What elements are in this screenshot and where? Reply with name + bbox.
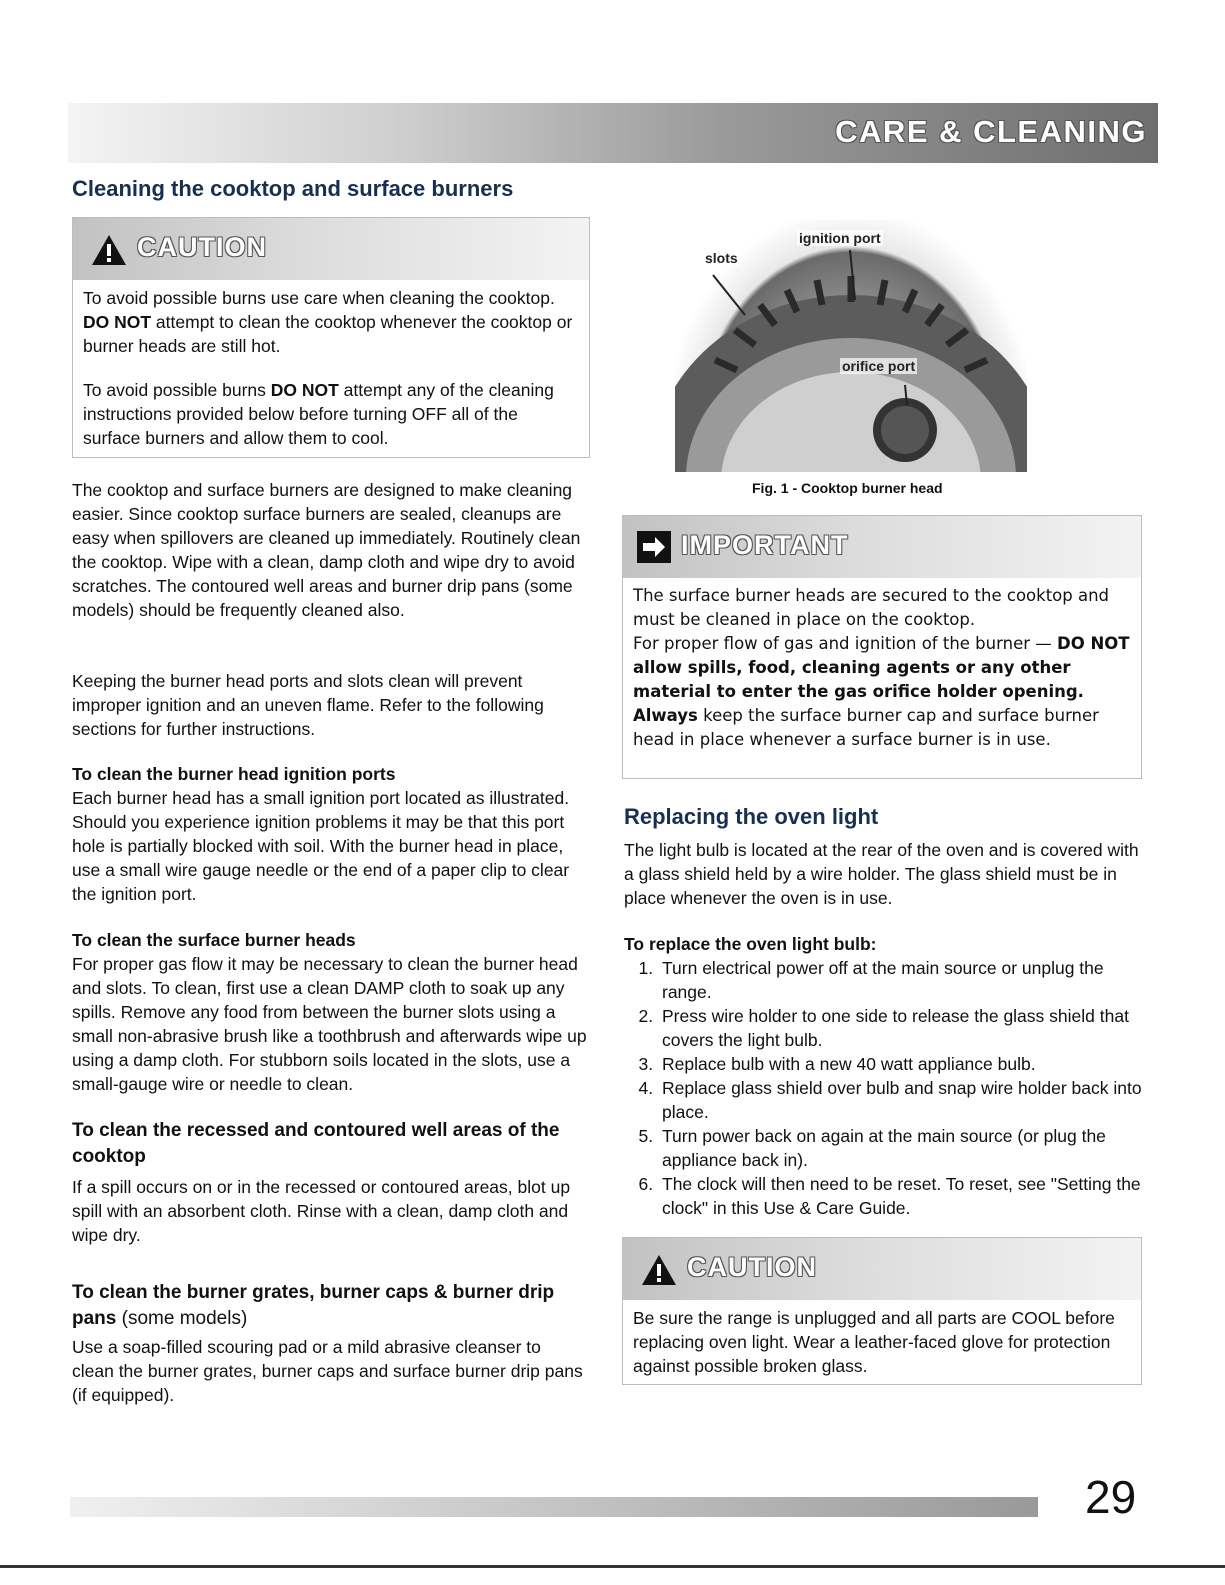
step-6: 6. The clock will then need to be reset. To reset, see "Setting the clock" in this Use & Care Guide. bbox=[658, 1172, 1148, 1220]
caution-2-header bbox=[623, 1238, 1141, 1300]
caution-header bbox=[73, 218, 589, 280]
step-3: 3. Replace bulb with a new 40 watt appliance bulb. bbox=[658, 1052, 1148, 1076]
label-ignition-port: ignition port bbox=[799, 230, 881, 246]
important-word: IMPORTANT bbox=[681, 530, 849, 560]
well-heading: To clean the recessed and contoured well areas of the cooktop bbox=[72, 1120, 560, 1167]
ignition-heading: To clean the burner head ignition ports bbox=[72, 764, 396, 784]
label-orifice-port: orifice port bbox=[842, 358, 916, 374]
important-header bbox=[623, 516, 1141, 578]
footer-band bbox=[70, 1497, 1038, 1517]
caution-para-2: To avoid possible burns DO NOT attempt any of the cleaning instructions provided below before turning OFF all of the surface burners and allow them to cool. bbox=[83, 380, 554, 448]
heads-paragraph: For proper gas flow it may be necessary to clean the burner head and slots. To clean, first use a clean DAMP cloth to soak up any spills. Remove any food from between the burner slots using a small non-abrasive brush like a toothbrush and afterwards wipe up using a damp cloth. For stubborn soils located in the slots, use a small-gauge wire or needle to clean. bbox=[72, 954, 587, 1094]
warning-icon bbox=[91, 234, 127, 266]
arrow-icon bbox=[637, 531, 671, 563]
well-paragraph: If a spill occurs on or in the recessed or contoured areas, blot up spill with an absorbent cloth. Rinse with a clean, damp cloth and wipe dry. bbox=[72, 1177, 571, 1245]
ignition-paragraph: Each burner head has a small ignition port located as illustrated. Should you experience ignition problems it may be that this port hole is partially blocked with soil. With the burner head in place, use a small wire gauge needle or the end of a paper clip to clear the ignition port. bbox=[72, 788, 570, 904]
section-title: CARE & CLEANING bbox=[835, 114, 1147, 149]
grates-heading: To clean the burner grates, burner caps & burner drip pans (some models) bbox=[72, 1282, 555, 1329]
ports-paragraph: Keeping the burner head ports and slots clean will prevent improper ignition and an uneven flame. Refer to the following sections for further instructions. bbox=[72, 671, 544, 739]
step-1: 1. Turn electrical power off at the main source or unplug the range. bbox=[658, 956, 1148, 1004]
important-line-1: The surface burner heads are secured to the cooktop and must be cleaned in place on the cooktop. bbox=[633, 586, 1110, 629]
oven-light-paragraph: The light bulb is located at the rear of the oven and is covered with a glass shield held by a wire holder. The glass shield must be in place whenever the oven is in use. bbox=[624, 840, 1139, 908]
grates-paragraph: Use a soap-filled scouring pad or a mild abrasive cleanser to clean the burner grates, burner caps and surface burner drip pans (if equipped). bbox=[72, 1337, 583, 1405]
bottom-rule bbox=[0, 1565, 1225, 1568]
oven-light-heading: Replacing the oven light bbox=[624, 804, 879, 829]
step-2: 2. Press wire holder to one side to release the glass shield that covers the light bulb. bbox=[658, 1004, 1148, 1052]
bulb-heading: To replace the oven light bulb: bbox=[624, 934, 877, 954]
caution-para-1: To avoid possible burns use care when cleaning the cooktop. DO NOT attempt to clean the cooktop whenever the cooktop or burner heads are still hot. bbox=[83, 288, 573, 356]
page-number: 29 bbox=[1085, 1471, 1137, 1523]
caution-2-body: Be sure the range is unplugged and all parts are COOL before replacing oven light. Wear a leather-faced glove for protection against possible broken glass. bbox=[633, 1308, 1115, 1376]
caution-box-2 bbox=[622, 1237, 1142, 1385]
important-line-2: For proper flow of gas and ignition of the burner — DO NOT allow spills, food, cleaning agents or any other material to enter the gas orifice holder opening. Always keep the surface burner cap and surface burner head in place whenever a surface burner is in use. bbox=[633, 634, 1130, 749]
warning-icon bbox=[641, 1254, 677, 1286]
burner-figure bbox=[675, 220, 1027, 472]
caution-word: CAUTION bbox=[137, 232, 267, 262]
caution-box bbox=[72, 217, 590, 458]
step-4: 4. Replace glass shield over bulb and snap wire holder back into place. bbox=[658, 1076, 1148, 1124]
caution-body bbox=[73, 280, 589, 458]
bulb-steps bbox=[622, 956, 1148, 1220]
important-box bbox=[622, 515, 1142, 779]
heads-heading: To clean the surface burner heads bbox=[72, 930, 356, 950]
figure-caption: Fig. 1 - Cooktop burner head bbox=[752, 480, 943, 496]
label-slots: slots bbox=[705, 250, 738, 266]
intro-paragraph: The cooktop and surface burners are designed to make cleaning easier. Since cooktop surface burners are sealed, cleanups are easy when spillovers are cleaned up immediately. Routinely clean the cooktop. Wipe with a clean, damp cloth and wipe dry to avoid scratches. The contoured well areas and burner drip pans (some models) should be frequently cleaned also. bbox=[72, 480, 581, 620]
caution-2-word: CAUTION bbox=[687, 1252, 817, 1282]
step-5: 5. Turn power back on again at the main source (or plug the appliance back in). bbox=[658, 1124, 1148, 1172]
important-body bbox=[623, 578, 1141, 760]
main-heading: Cleaning the cooktop and surface burners bbox=[72, 176, 514, 201]
